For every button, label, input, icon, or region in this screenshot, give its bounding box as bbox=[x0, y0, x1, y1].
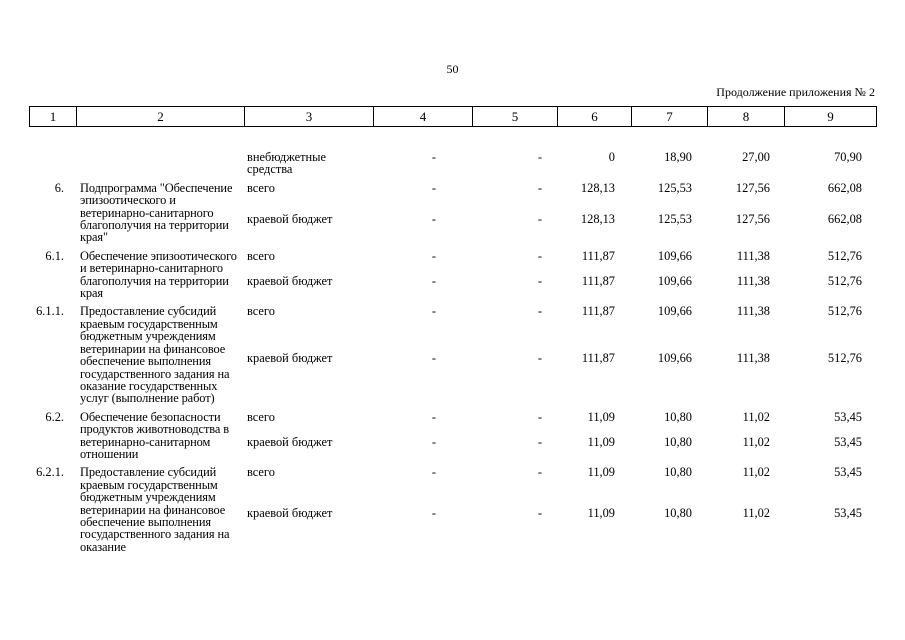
value-c5: - bbox=[537, 465, 542, 480]
funding-source: всего bbox=[247, 304, 275, 319]
item-number: 6.2.1. bbox=[36, 465, 64, 480]
value-c8: 11,02 bbox=[742, 409, 770, 424]
column-number-header bbox=[29, 106, 877, 127]
item-name: Предоставление субсидий краевым государственным бюджетным учреждениям ветеринарии на финансовое обеспечение выполнения государственного задания на оказание государственных услуг (выполнение работ) bbox=[80, 304, 230, 406]
value-c6: 128,13 bbox=[580, 180, 615, 195]
value-c6: 11,09 bbox=[587, 409, 615, 424]
value-c8: 127,56 bbox=[735, 180, 770, 195]
column-header-4: 4 bbox=[374, 107, 473, 127]
item-name: Обеспечение безопасности продуктов животноводства в ветеринарно-санитарном отношении bbox=[80, 409, 230, 461]
value-c7: 10,80 bbox=[664, 465, 692, 480]
funding-source: краевой бюджет bbox=[247, 350, 333, 365]
funding-source: всего bbox=[247, 180, 275, 195]
table-row bbox=[29, 182, 876, 208]
value-c6: 111,87 bbox=[581, 274, 615, 289]
program-funding-table bbox=[29, 151, 876, 559]
funding-source: краевой бюджет bbox=[247, 506, 333, 521]
funding-source: внебюджетные средства bbox=[247, 150, 326, 177]
value-c7: 10,80 bbox=[664, 435, 692, 450]
value-c7: 10,80 bbox=[664, 506, 692, 521]
value-c7: 109,66 bbox=[657, 304, 692, 319]
value-c7: 125,53 bbox=[657, 211, 692, 226]
value-c8: 11,02 bbox=[742, 435, 770, 450]
value-c5: - bbox=[537, 180, 542, 195]
item-number: 6.1.1. bbox=[36, 304, 64, 319]
value-c8: 111,38 bbox=[736, 350, 770, 365]
value-c9: 512,76 bbox=[827, 304, 862, 319]
funding-source: краевой бюджет bbox=[247, 211, 333, 226]
value-c5: - bbox=[537, 435, 542, 450]
value-c4: - bbox=[431, 350, 436, 365]
value-c5: - bbox=[537, 248, 542, 263]
value-c7: 109,66 bbox=[657, 248, 692, 263]
value-c4: - bbox=[431, 304, 436, 319]
value-c4: - bbox=[431, 435, 436, 450]
value-c5: - bbox=[537, 274, 542, 289]
value-c9: 53,45 bbox=[834, 465, 862, 480]
value-c7: 18,90 bbox=[664, 150, 692, 164]
table-row bbox=[29, 305, 876, 346]
value-c9: 512,76 bbox=[827, 274, 862, 289]
column-header-5: 5 bbox=[473, 107, 558, 127]
value-c7: 10,80 bbox=[664, 409, 692, 424]
value-c8: 111,38 bbox=[736, 274, 770, 289]
value-c7: 125,53 bbox=[657, 180, 692, 195]
value-c6: 11,09 bbox=[587, 465, 615, 480]
table-row bbox=[29, 151, 876, 176]
column-header-3: 3 bbox=[245, 107, 374, 127]
value-c9: 70,90 bbox=[834, 150, 862, 164]
value-c8: 111,38 bbox=[736, 248, 770, 263]
column-header-6: 6 bbox=[558, 107, 632, 127]
value-c9: 662,08 bbox=[827, 211, 862, 226]
value-c5: - bbox=[537, 150, 542, 164]
value-c4: - bbox=[431, 506, 436, 521]
value-c8: 11,02 bbox=[742, 506, 770, 521]
funding-source: всего bbox=[247, 248, 275, 263]
value-c9: 662,08 bbox=[827, 180, 862, 195]
value-c6: 11,09 bbox=[587, 435, 615, 450]
value-c5: - bbox=[537, 304, 542, 319]
item-number: 6.1. bbox=[45, 248, 64, 263]
item-name: Предоставление субсидий краевым государственным бюджетным учреждениям ветеринарии на финансовое обеспечение выполнения государственного задания на оказание bbox=[80, 465, 230, 554]
column-header-2: 2 bbox=[77, 107, 245, 127]
value-c6: 0 bbox=[608, 150, 615, 164]
value-c4: - bbox=[431, 180, 436, 195]
value-c7: 109,66 bbox=[657, 350, 692, 365]
table-row bbox=[29, 411, 876, 432]
value-c9: 53,45 bbox=[834, 506, 862, 521]
value-c5: - bbox=[537, 350, 542, 365]
item-number: 6.2. bbox=[45, 409, 64, 424]
item-number bbox=[29, 151, 76, 176]
item-name: Обеспечение эпизоотического и ветеринарно-санитарного благополучия на территории края bbox=[80, 248, 237, 301]
value-c5: - bbox=[537, 506, 542, 521]
value-c9: 53,45 bbox=[834, 435, 862, 450]
page-number: 50 bbox=[446, 62, 459, 76]
item-number: 6. bbox=[54, 180, 64, 195]
funding-source: краевой бюджет bbox=[247, 435, 333, 450]
value-c8: 127,56 bbox=[735, 211, 770, 226]
value-c6: 111,87 bbox=[581, 248, 615, 263]
value-c9: 512,76 bbox=[827, 350, 862, 365]
table-row bbox=[29, 466, 876, 502]
value-c6: 111,87 bbox=[581, 304, 615, 319]
funding-source: всего bbox=[247, 465, 275, 480]
item-name: Подпрограмма "Обеспечение эпизоотического и ветеринарно-санитарного благополучия на территории края" bbox=[80, 180, 233, 245]
value-c9: 53,45 bbox=[834, 409, 862, 424]
value-c6: 111,87 bbox=[581, 350, 615, 365]
value-c7: 109,66 bbox=[657, 274, 692, 289]
column-header-9: 9 bbox=[785, 107, 877, 127]
funding-source: краевой бюджет bbox=[247, 274, 333, 289]
column-header-7: 7 bbox=[632, 107, 708, 127]
value-c4: - bbox=[431, 274, 436, 289]
funding-source: всего bbox=[247, 409, 275, 424]
value-c9: 512,76 bbox=[827, 248, 862, 263]
column-header-8: 8 bbox=[708, 107, 785, 127]
value-c5: - bbox=[537, 409, 542, 424]
value-c8: 111,38 bbox=[736, 304, 770, 319]
item-name bbox=[76, 151, 244, 176]
row-spacer bbox=[29, 553, 876, 559]
value-c4: - bbox=[431, 409, 436, 424]
value-c4: - bbox=[431, 248, 436, 263]
value-c5: - bbox=[537, 211, 542, 226]
value-c8: 11,02 bbox=[742, 465, 770, 480]
continuation-caption: Продолжение приложения № 2 bbox=[716, 85, 875, 99]
column-header-1: 1 bbox=[30, 107, 77, 127]
table-row bbox=[29, 250, 876, 271]
value-c6: 11,09 bbox=[587, 506, 615, 521]
value-c4: - bbox=[431, 465, 436, 480]
value-c4: - bbox=[431, 211, 436, 226]
value-c4: - bbox=[431, 150, 436, 164]
value-c8: 27,00 bbox=[742, 150, 770, 164]
value-c6: 128,13 bbox=[580, 211, 615, 226]
